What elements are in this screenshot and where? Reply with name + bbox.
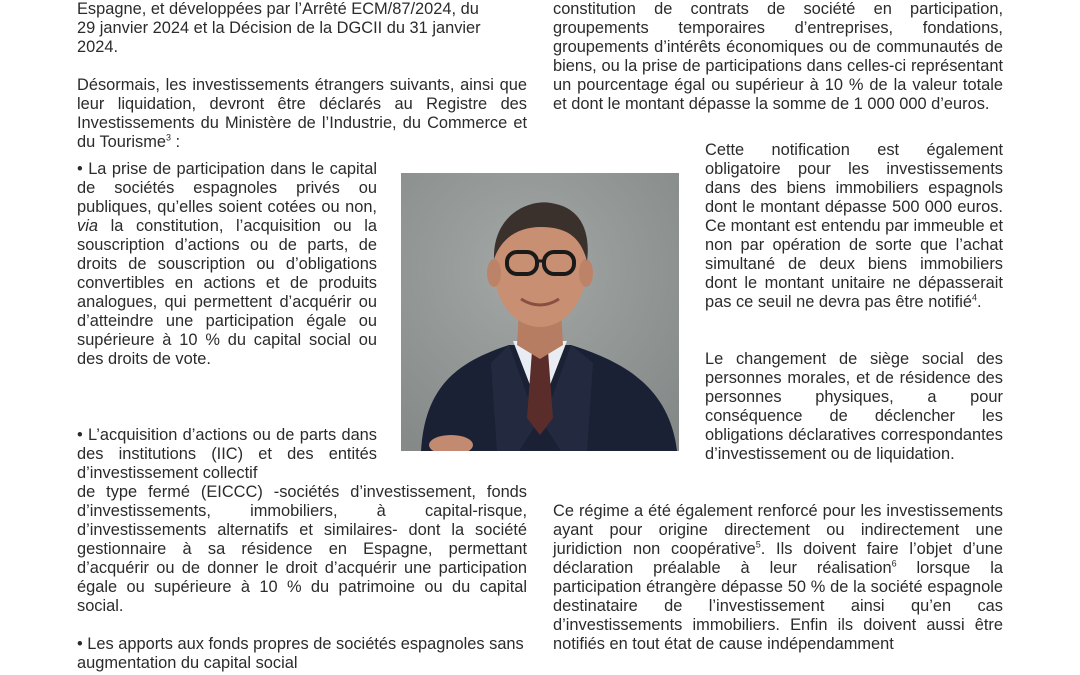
via-emphasis: via [77,217,98,235]
notification-text: Cette notification est également obligatoire pour les investissements dans des biens immobiliers espagnols dont le montant dépasse 500 000 euros. Ce montant est entendu par immeuble et non par opération de sorte que l’achat simultané de deux biens immobiliers dont le montant unitaire ne dépasserait pas ce seuil ne devra pas être notifié$^4$. [705,141,1003,311]
left-top-line2: 29 janvier 2024 et la Décision de la DGCII du 31 janvier [77,19,481,37]
regime-text: Ce régime a été également renforcé pour les investissements ayant pour origine directement ou indirectement une juridiction non coopérative$^5$. Ils doivent faire l’objet d’une déclaration préalable à leur réalisation$^6$ lorsque la participation étrangère dépasse 50 % de la société espagnole destinataire de l’investissement ainsi qu’en cas d’investissements immobiliers. Enfin ils doivent aussi être notifiés en tout état de cause indépendamment [553,502,1004,653]
footnote-ref-6: 6 [891,558,897,569]
left-column-top [77,0,527,152]
regime-paragraph [553,502,1003,654]
notification-paragraph [705,141,1003,312]
bullet-apports [77,635,527,673]
left-top-line1: Espagne, et développées par l’Arrêté ECM/87/2024, du [77,0,479,18]
siege-social-paragraph [705,350,1003,464]
bullet-apports-text: • Les apports aux fonds propres de sociétés espagnoles sans augmentation du capital social [77,635,524,672]
footnote-ref-3: 3 [165,132,171,143]
right-top-text: constitution de contrats de société en participation, groupements temporaires d’entreprises, fondations, groupements d’intérêts économiques ou de communautés de biens, ou la prise de participations dans celles-ci représentant un pourcentage égal ou supérieur à 10 % de la valeur totale et dont le montant dépasse la somme de 1 000 000 d’euros. [553,0,1003,113]
bullet-acquisition-text-b: de type fermé (EICCC) -sociétés d’investissement, fonds d’investissements, immobiliers, à capital-risque, d’investissements alternatifs et similaires- dont la société gestionnaire à sa résidence en Espagne, permettant d’acquérir ou de donner le droit d’acquérir une participation égale ou supérieure à 10 % du patrimoine ou du capital social. [77,483,527,615]
portrait-illustration [401,173,679,451]
intro-paragraph [77,76,527,152]
bullet-acquisition-text-a: • L’acquisition d’actions ou de parts dans des institutions (IIC) et des entités d’investissement collectif [77,426,377,482]
portrait-photo [401,173,679,451]
intro-end: : [171,133,181,151]
left-top-line3: 2024. [77,38,119,56]
bullet-participation-text: • La prise de participation dans le capital de sociétés espagnoles privés ou publiques, qu’elles soient cotées ou non, via la constitution, l’acquisition ou la souscription d’actions ou de parts, de droits de souscription ou d’obligations convertibles en actions et de produits analogues, qui permettent d’acquérir ou d’atteindre une participation égale ou supérieure à 10 % du capital social ou des droits de vote. [77,160,377,368]
bullet-participation [77,160,377,369]
right-column-top [553,0,1003,114]
intro-text: Désormais, les investissements étrangers suivants, ainsi que leur liquidation, devront être déclarés au Registre des Investissements du Ministère de l’Industrie, du Commerce et du Tourisme [77,76,527,151]
footnote-ref-4: 4 [971,292,977,303]
siege-social-text: Le changement de siège social des personnes morales, et de résidence des personnes physiques, a pour conséquence de déclencher les obligations déclaratives correspondantes d’investissement ou de liquidation. [705,350,1003,463]
footnote-ref-5: 5 [755,539,761,550]
bullet-acquisition-part1 [77,426,377,483]
bullet-acquisition-part2 [77,483,527,616]
